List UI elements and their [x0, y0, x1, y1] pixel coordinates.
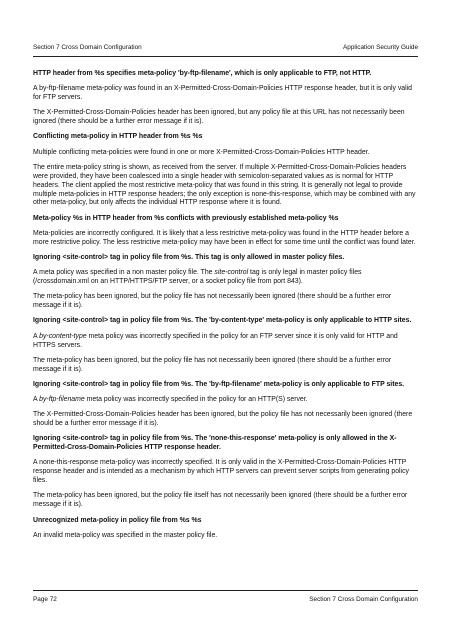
paragraph: The X-Permitted-Cross-Domain-Policies header has been ignored, but the policy file has not necessarily been ignored (there should be a further error message if it is).: [33, 411, 413, 428]
paragraph: Multiple conflicting meta-policies were found in one or more X-Permitted-Cross-Domain-Policies HTTP header.: [33, 148, 370, 156]
heading-by-ftp-filename-http: HTTP header from %s specifies meta-policy 'by-ftp-filename', which is only applicable to FTP, not HTTP.: [33, 70, 372, 77]
code-term: by-content-type: [39, 332, 87, 340]
text-run: A: [33, 332, 40, 340]
paragraph: Meta-policies are incorrectly configured. It is likely that a less restrictive meta-policy was found in the HTTP header before a more restrictive policy. The less restrictive meta-policy may have been in effect for some time until the conflict was found later.: [33, 229, 416, 246]
paragraph: The entire meta-policy string is shown, as received from the server. If multiple X-Permitted-Cross-Domain-Policies headers were provided, they have been coalesced into a single header with semicolon-separated values as is normal for HTTP headers. The client applied the most restrictive meta-policy that was found in this string. It is generally not legal to provide multiple meta-policies in HTTP response headers; the only exception is none-this-response, which may be combined with any other meta-policy, but only affects the individual HTTP response where it is found.: [33, 163, 416, 207]
heading-unrecognized-meta-policy: Unrecognized meta-policy in policy file from %s %s: [33, 516, 202, 524]
code-term: by-ftp-filename: [39, 396, 85, 404]
text-run: tag is only legal in master policy files (/crossdomain.xml on an HTTP/HTTPS/FTP server, or a socket policy file from port 843).: [33, 269, 362, 286]
paragraph: The meta-policy has been ignored, but the policy file itself has not necessarily been ignored (there should be a further error message if it is).: [33, 492, 408, 509]
heading-by-ftp-filename-ftp: Ignoring <site-control> tag in policy file from %s. The 'by-ftp-filename' meta-policy is only applicable to FTP sites.: [33, 380, 405, 388]
paragraph: The meta-policy has been ignored, but the policy file has not necessarily been ignored (there should be a further error message if it is).: [33, 293, 392, 310]
page-header: [33, 44, 418, 57]
text-run: meta policy was incorrectly specified in the policy for an FTP server since it is only valid for HTTP and HTTPS servers.: [33, 332, 398, 349]
paragraph: A by-ftp-filename meta-policy was found in an X-Permitted-Cross-Domain-Policies HTTP response header, but it is only valid for FTP servers.: [33, 85, 413, 102]
header-document-title: Application Security Guide: [343, 44, 418, 51]
heading-meta-policy-conflict: Meta-policy %s in HTTP header from %s conflicts with previously established meta-policy %s: [33, 214, 339, 222]
paragraph: [33, 333, 418, 351]
text-run: meta policy was incorrectly specified in the policy for an HTTP(S) server.: [84, 396, 308, 404]
paragraph: [33, 269, 418, 287]
paragraph: An invalid meta-policy was specified in the master policy file.: [33, 531, 218, 539]
page-body: [33, 70, 418, 547]
heading-none-this-response: Ignoring <site-control> tag in policy file from %s. The 'none-this-response' meta-policy is only allowed in the X-Permitted-Cross-Domain-Policies HTTP response header.: [33, 435, 397, 452]
text-run: A meta policy was specified in a non master policy file. The: [33, 269, 215, 277]
text-run: A: [33, 396, 40, 404]
paragraph: [33, 396, 418, 405]
heading-conflicting-meta-policy: Conflicting meta-policy in HTTP header from %s %s: [33, 133, 203, 141]
paragraph: A none-this-response meta-policy was incorrectly specified. It is only valid in the X-Permitted-Cross-Domain-Policies HTTP response header and is intended as a mechanism by which HTTP servers can prevent server scripts from generating policy files.: [33, 459, 409, 485]
footer-section-title: Section 7 Cross Domain Configuration: [309, 596, 418, 603]
header-section-title: Section 7 Cross Domain Configuration: [33, 44, 142, 51]
page-footer: [33, 590, 418, 604]
paragraph: The meta-policy has been ignored, but the policy file has not necessarily been ignored (there should be a further error message if it is).: [33, 356, 392, 373]
heading-site-control-master-only: Ignoring <site-control> tag in policy file from %s. This tag is only allowed in master policy files.: [33, 253, 345, 261]
paragraph: The X-Permitted-Cross-Domain-Policies header has been ignored, but any policy file at this URL has not necessarily been ignored (there should be a further error message if it is).: [33, 109, 405, 126]
page-number: Page 72: [33, 596, 57, 603]
heading-by-content-type: Ignoring <site-control> tag in policy file from %s. The 'by-content-type' meta-policy is only applicable to HTTP sites.: [33, 317, 412, 325]
code-term: site-control: [214, 269, 249, 277]
